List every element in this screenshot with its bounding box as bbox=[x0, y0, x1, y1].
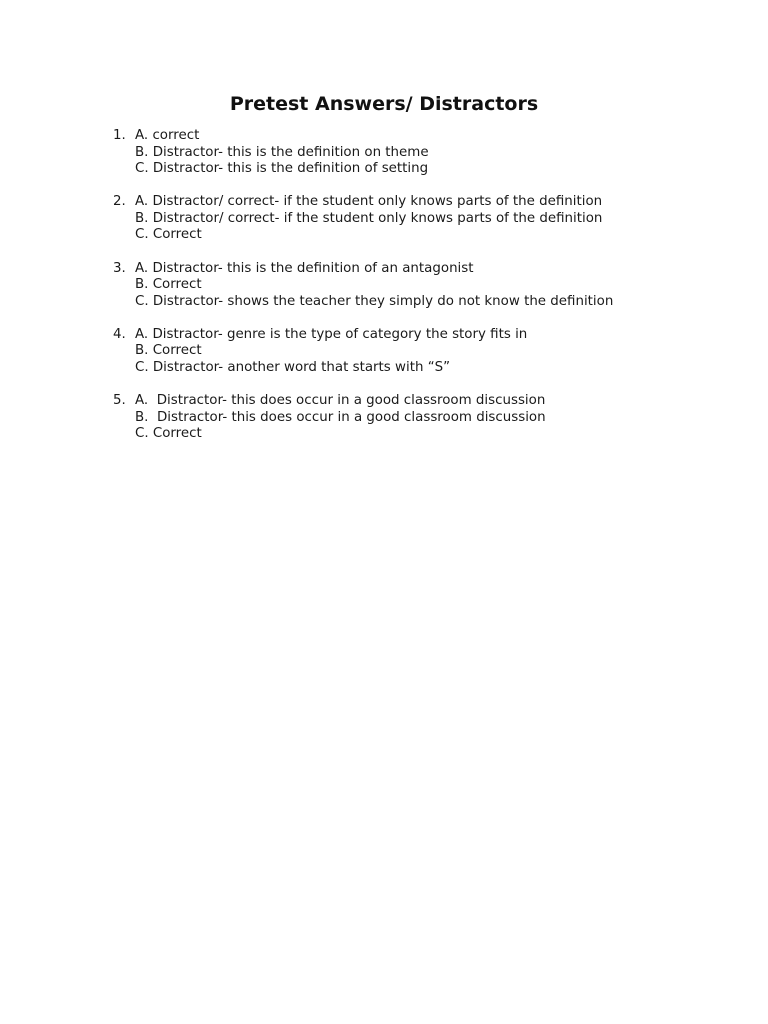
option-list bbox=[135, 261, 673, 311]
question-item bbox=[113, 393, 673, 443]
option-c: C. Correct bbox=[135, 227, 202, 243]
option-c: C. Distractor- this is the definition of setting bbox=[135, 161, 429, 177]
option-a: A. Distractor/ correct- if the student only knows parts of the definition bbox=[135, 194, 603, 210]
option-a: A. Distractor- this is the definition of an antagonist bbox=[135, 260, 474, 276]
option-a: A. Distractor- this does occur in a good classroom discussion bbox=[135, 393, 546, 409]
option-list bbox=[135, 327, 673, 377]
option-c: C. Distractor- shows the teacher they simply do not know the definition bbox=[135, 293, 614, 309]
option-list bbox=[135, 128, 673, 178]
question-item bbox=[113, 261, 673, 311]
option-b: B. Distractor/ correct- if the student only knows parts of the definition bbox=[135, 210, 603, 226]
option-c: C. Distractor- another word that starts with “S” bbox=[135, 360, 451, 376]
question-number: 4. bbox=[113, 326, 126, 342]
question-item bbox=[113, 194, 673, 244]
question-item bbox=[113, 327, 673, 377]
question-number: 2. bbox=[113, 194, 126, 210]
option-a: A. correct bbox=[135, 128, 200, 143]
option-list bbox=[135, 393, 673, 443]
option-b: B. Correct bbox=[135, 343, 202, 359]
option-c: C. Correct bbox=[135, 426, 202, 442]
option-list bbox=[135, 194, 673, 244]
question-number: 5. bbox=[113, 393, 126, 409]
question-number: 1. bbox=[113, 128, 126, 143]
answer-list bbox=[113, 128, 673, 459]
question-item bbox=[113, 128, 673, 178]
option-b: B. Distractor- this does occur in a good classroom discussion bbox=[135, 409, 546, 425]
option-a: A. Distractor- genre is the type of category the story fits in bbox=[135, 326, 528, 342]
option-b: B. Correct bbox=[135, 277, 202, 293]
option-b: B. Distractor- this is the definition on theme bbox=[135, 144, 429, 160]
page-title: Pretest Answers/ Distractors bbox=[229, 93, 539, 115]
question-number: 3. bbox=[113, 260, 126, 276]
